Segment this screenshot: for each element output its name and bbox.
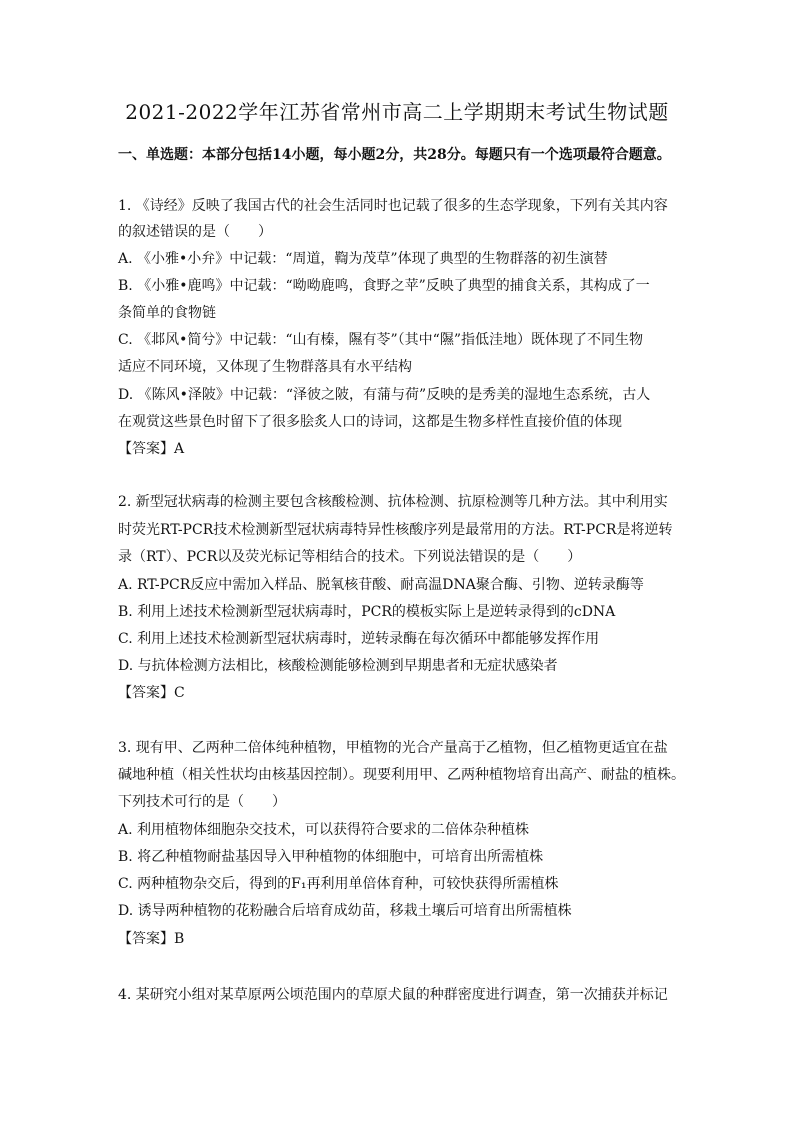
question-3-option-b: B. 将乙种植物耐盐基因导入甲种植物的体细胞中，可培育出所需植株	[118, 849, 544, 865]
question-3-line: 下列技术可行的是（ ）	[118, 794, 286, 810]
page-title: 2021-2022学年江苏省常州市高二上学期期末考试生物试题	[125, 100, 669, 124]
question-3-option-d: D. 诱导两种植物的花粉融合后培育成幼苗，移栽土壤后可培育出所需植株	[118, 903, 572, 919]
question-1-answer: 【答案】A	[118, 441, 185, 457]
question-2-line: 录（RT）、PCR以及荧光标记等相结合的技术。下列说法错误的是（ ）	[118, 549, 582, 565]
question-1-option-b: B. 《小雅•鹿鸣》中记载：“呦呦鹿鸣，食野之苹”反映了典型的捕食关系，其构成了一	[118, 278, 650, 294]
question-3-answer: 【答案】B	[118, 931, 185, 947]
question-2-option-b: B. 利用上述技术检测新型冠状病毒时，PCR的模板实际上是逆转录得到的cDNA	[118, 604, 616, 620]
question-2-option-c: C. 利用上述技术检测新型冠状病毒时，逆转录酶在每次循环中都能够发挥作用	[118, 631, 600, 647]
question-2-line: 时荧光RT-PCR技术检测新型冠状病毒特异性核酸序列是最常用的方法。RT-PCR是将逆转	[118, 522, 673, 538]
question-1-option-d-cont: 在观赏这些景色时留下了很多脍炙人口的诗词，这都是生物多样性直接价值的体现	[118, 414, 622, 430]
question-1-option-a: A. 《小雅•小弁》中记载：“周道，鞫为茂草”体现了典型的生物群落的初生演替	[118, 251, 608, 267]
question-2-option-a: A. RT-PCR反应中需加入样品、脱氧核苷酸、耐高温DNA聚合酶、引物、逆转录酶等	[118, 577, 644, 593]
section-heading: 一、单选题：本部分包括14小题，每小题2分，共28分。每题只有一个选项最符合题意。	[118, 147, 671, 163]
question-2-option-d: D. 与抗体检测方法相比，核酸检测能够检测到早期患者和无症状感染者	[118, 658, 558, 674]
question-2-answer: 【答案】C	[118, 685, 185, 701]
question-2-line: 2. 新型冠状病毒的检测主要包含核酸检测、抗体检测、抗原检测等几种方法。其中利用实	[118, 494, 668, 510]
question-1-option-c-cont: 适应不同环境，又体现了生物群落具有水平结构	[118, 359, 412, 375]
question-1-line: 的叙述错误的是（ ）	[118, 224, 272, 240]
question-1-option-d: D. 《陈风•泽陂》中记载：“泽彼之陂，有蒲与荷”反映的是秀美的湿地生态系统，古人	[118, 387, 651, 403]
question-3-line: 3. 现有甲、乙两种二倍体纯种植物，甲植物的光合产量高于乙植物，但乙植物更适宜在盐	[118, 740, 668, 756]
question-3-line: 碱地种植（相关性状均由核基因控制）。现要利用甲、乙两种植物培育出高产、耐盐的植株。	[118, 767, 685, 783]
question-1-option-c: C. 《邶风•简兮》中记载：“山有榛，隰有苓”（其中“隰”指低洼地）既体现了不同生物	[118, 332, 643, 348]
question-3-option-a: A. 利用植物体细胞杂交技术，可以获得符合要求的二倍体杂种植株	[118, 822, 530, 838]
question-1-option-b-cont: 条简单的食物链	[118, 305, 216, 321]
question-4-line: 4. 某研究小组对某草原两公顷范围内的草原犬鼠的种群密度进行调查，第一次捕获并标记	[118, 987, 668, 1003]
question-1-line: 1. 《诗经》反映了我国古代的社会生活同时也记载了很多的生态学现象，下列有关其内容	[118, 198, 668, 214]
question-3-option-c: C. 两种植物杂交后，得到的F₁再利用单倍体育种，可较快获得所需植株	[118, 876, 559, 892]
